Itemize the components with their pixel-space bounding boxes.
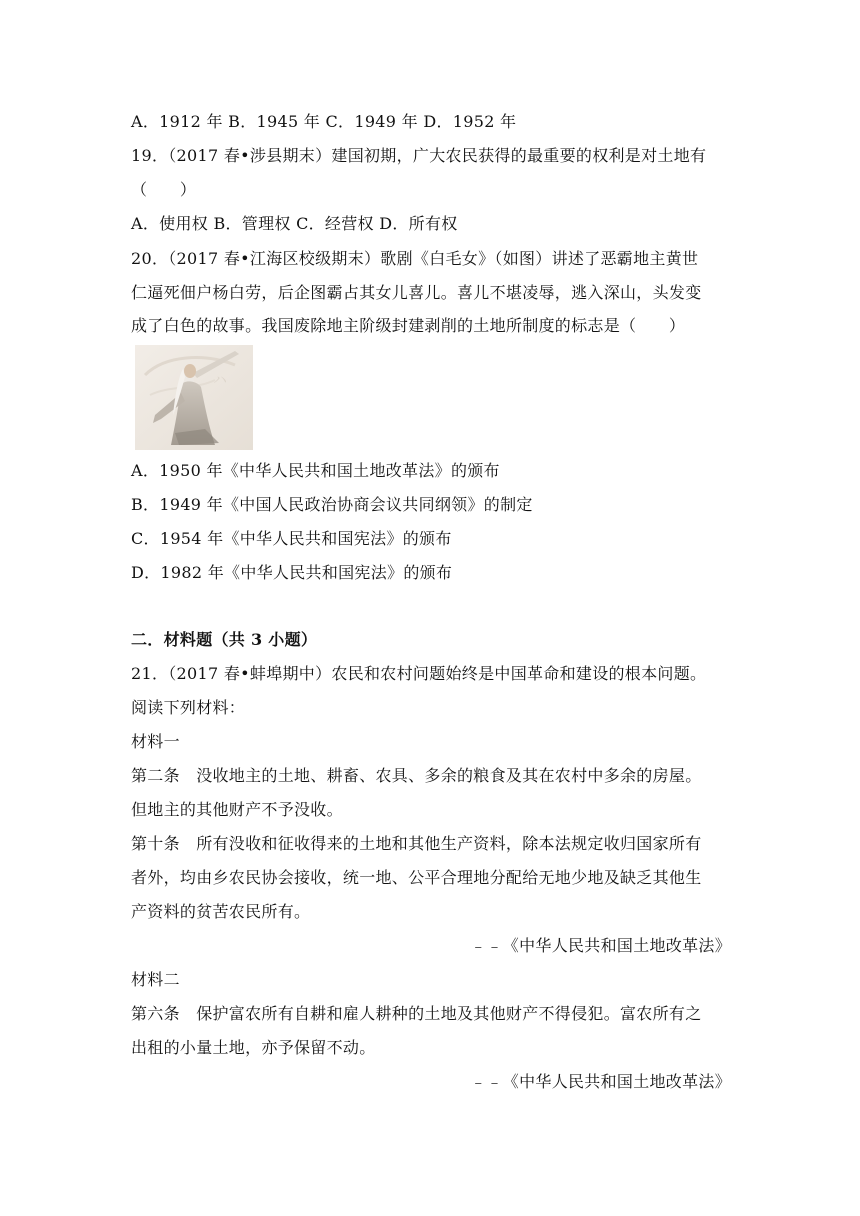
- q19-options: A．使用权 B．管理权 C．经营权 D．所有权: [131, 214, 458, 233]
- q21-stem-line1: 21．（2017 春•蚌埠期中）农民和农村问题始终是中国革命和建设的根本问题。: [131, 664, 707, 683]
- q20-option-c: C．1954 年《中华人民共和国宪法》的颁布: [131, 529, 452, 548]
- q19-stem-line2: （ ）: [131, 180, 197, 199]
- material1-source: ﹣﹣《中华人民共和国土地改革法》: [470, 936, 731, 955]
- material1-title: 材料一: [131, 732, 180, 751]
- section2-title: 二．材料题（共 3 小题）: [131, 630, 318, 649]
- material2-source: ﹣﹣《中华人民共和国土地改革法》: [470, 1072, 731, 1091]
- material2-line2: 出租的小量土地，亦予保留不动。: [131, 1038, 376, 1057]
- material1-line1: 第二条 没收地主的土地、耕畜、农具、多余的粮食及其在农村中多余的房屋。: [131, 766, 702, 785]
- q20-stem-line3: 成了白色的故事。我国废除地主阶级封建剥削的土地所制度的标志是（ ）: [131, 316, 686, 335]
- q19-stem-line1: 19．（2017 春•涉县期末）建国初期，广大农民获得的最重要的权利是对土地有: [131, 146, 707, 165]
- q20-stem-line2: 仁逼死佃户杨白劳，后企图霸占其女儿喜儿。喜儿不堪凌辱，逃入深山，头发变: [131, 283, 702, 302]
- q20-option-a: A．1950 年《中华人民共和国土地改革法》的颁布: [131, 461, 500, 480]
- material1-line2: 但地主的其他财产不予没收。: [131, 800, 343, 819]
- q20-option-b: B．1949 年《中国人民政治协商会议共同纲领》的制定: [131, 495, 533, 514]
- material1-line4: 者外，均由乡农民协会接收，统一地、公平合理地分配给无地少地及缺乏其他生: [131, 868, 702, 887]
- q18-options: A．1912 年 B．1945 年 C．1949 年 D．1952 年: [131, 112, 517, 131]
- material2-title: 材料二: [131, 970, 180, 989]
- q20-stem-line1: 20．（2017 春•江海区校级期末）歌剧《白毛女》（如图）讲述了恶霸地主黄世: [131, 249, 699, 268]
- q21-stem-line2: 阅读下列材料：: [131, 698, 246, 717]
- svg-text:ハ: ハ: [213, 373, 227, 389]
- white-haired-girl-opera-photo: [135, 345, 253, 450]
- material1-line5: 产资料的贫苦农民所有。: [131, 902, 311, 921]
- q20-option-d: D．1982 年《中华人民共和国宪法》的颁布: [131, 563, 453, 582]
- material1-line3: 第十条 所有没收和征收得来的土地和其他生产资料，除本法规定收归国家所有: [131, 834, 702, 853]
- material2-line1: 第六条 保护富农所有自耕和雇人耕种的土地及其他财产不得侵犯。富农所有之: [131, 1004, 702, 1023]
